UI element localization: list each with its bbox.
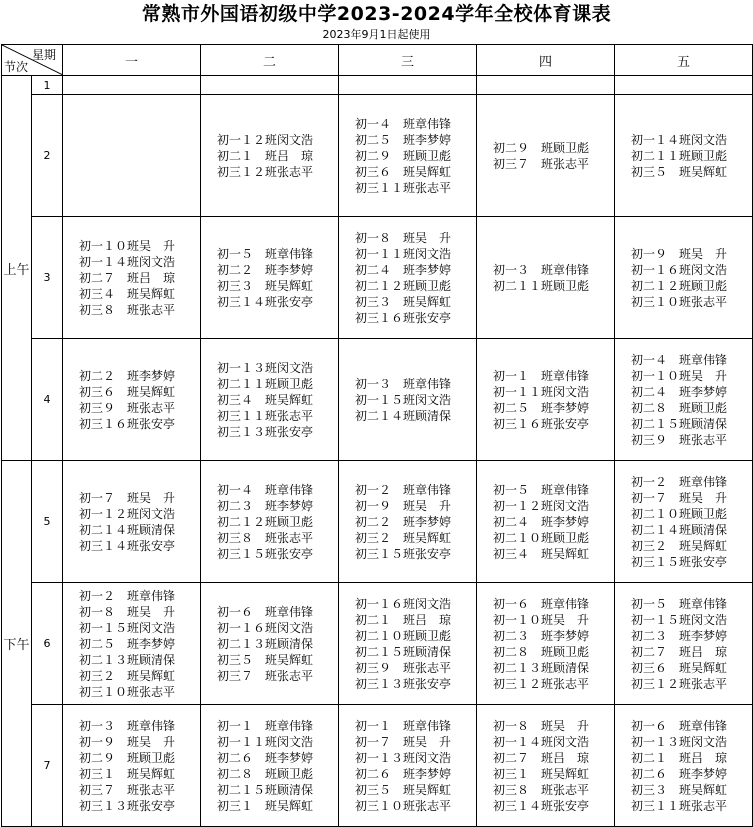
class-entry: 初二１５班顾清保 [217, 782, 314, 797]
class-entry: 初三１ 班吴辉虹 [79, 766, 176, 781]
cell-entries [615, 596, 752, 692]
class-entry: 初三８ 班张志平 [493, 782, 590, 797]
class-entry: 初三７ 班张志平 [79, 782, 176, 797]
period-number: 2 [32, 95, 63, 217]
schedule-cell [615, 461, 753, 583]
class-entry: 初二３ 班李梦婷 [493, 628, 590, 643]
period-number: 1 [32, 76, 63, 95]
class-entry: 初一８ 班吴 升 [355, 230, 452, 245]
schedule-cell [477, 461, 615, 583]
class-entry: 初三１４班张安亭 [79, 538, 176, 553]
schedule-cell [615, 583, 753, 705]
class-entry: 初三６ 班吴辉虹 [79, 384, 176, 399]
class-entry: 初一１１班闵文浩 [355, 246, 452, 261]
cell-entries [615, 474, 752, 570]
class-entry: 初一３ 班章伟锋 [493, 262, 590, 277]
class-entry: 初一１５班闵文浩 [355, 392, 452, 407]
morning-label: 上午 [2, 76, 32, 461]
class-entry: 初三１１班张志平 [217, 408, 314, 423]
class-entry: 初三３ 班吴辉虹 [217, 278, 314, 293]
period-row-1 [2, 76, 753, 95]
schedule-cell [339, 217, 477, 339]
class-entry: 初一１５班闵文浩 [631, 612, 728, 627]
cell-entries [615, 132, 752, 180]
class-entry: 初一１０班吴 升 [79, 238, 176, 253]
class-entry: 初一４ 班章伟锋 [631, 352, 728, 367]
corner-header [2, 45, 63, 76]
cell-entries [339, 116, 476, 196]
class-entry: 初一１０班吴 升 [631, 368, 728, 383]
schedule-cell [339, 583, 477, 705]
class-entry: 初二１０班顾卫彪 [355, 628, 452, 643]
page-title: 常熟市外国语初级中学2023-2024学年全校体育课表 [141, 3, 612, 25]
cell-entries [201, 360, 338, 440]
class-entry: 初三１１班张志平 [631, 798, 728, 813]
class-entry: 初一１３班闵文浩 [217, 360, 314, 375]
schedule-cell [339, 95, 477, 217]
class-entry: 初三７ 班张志平 [217, 668, 314, 683]
schedule-cell [63, 705, 201, 827]
class-entry: 初二５ 班李梦婷 [355, 132, 452, 147]
class-entry: 初二１４班顾清保 [355, 408, 452, 423]
class-entry: 初二５ 班李梦婷 [493, 400, 590, 415]
class-entry: 初三２ 班吴辉虹 [631, 538, 728, 553]
class-entry: 初一９ 班吴 升 [631, 246, 728, 261]
schedule-cell [63, 339, 201, 461]
class-entry: 初一８ 班吴 升 [493, 718, 590, 733]
class-entry: 初二１１班顾卫彪 [217, 376, 314, 391]
header-row [2, 45, 753, 76]
schedule-cell [339, 461, 477, 583]
class-entry: 初二７ 班吕 琼 [79, 270, 176, 285]
class-entry: 初二７ 班吕 琼 [631, 644, 728, 659]
schedule-cell [615, 339, 753, 461]
cell-entries [201, 604, 338, 684]
class-entry: 初三２ 班吴辉虹 [355, 530, 452, 545]
schedule-cell [63, 76, 201, 95]
class-entry: 初三１５班张安亭 [631, 554, 728, 569]
cell-entries [63, 718, 200, 814]
class-entry: 初二１３班顾清保 [217, 636, 314, 651]
class-entry: 初三１０班张志平 [355, 798, 452, 813]
class-entry: 初二３ 班李梦婷 [217, 498, 314, 513]
class-entry: 初二１ 班吕 琼 [631, 750, 728, 765]
cell-entries [615, 718, 752, 814]
class-entry: 初三６ 班吴辉虹 [355, 164, 452, 179]
day-header-thu: 四 [477, 45, 615, 76]
class-entry: 初三１６班张安亭 [493, 416, 590, 431]
class-entry: 初一１ 班章伟锋 [493, 368, 590, 383]
class-entry: 初一５ 班章伟锋 [631, 596, 728, 611]
schedule-cell [477, 217, 615, 339]
cell-entries [201, 482, 338, 562]
schedule-cell [201, 217, 339, 339]
class-entry: 初一４ 班章伟锋 [355, 116, 452, 131]
class-entry: 初三１６班张安亭 [79, 416, 176, 431]
class-entry: 初三１４班张安亭 [217, 294, 314, 309]
class-entry: 初三２ 班吴辉虹 [79, 668, 176, 683]
class-entry: 初一１２班闵文浩 [79, 506, 176, 521]
class-entry: 初二１ 班吕 琼 [217, 148, 314, 163]
class-entry: 初一８ 班吴 升 [79, 604, 176, 619]
class-entry: 初三１ 班吴辉虹 [217, 798, 314, 813]
period-label: 节次 [4, 60, 29, 74]
class-entry: 初一１６班闵文浩 [631, 262, 728, 277]
class-entry: 初二３ 班李梦婷 [631, 628, 728, 643]
period-row-3 [2, 217, 753, 339]
class-entry: 初二１３班顾清保 [493, 660, 590, 675]
cell-entries [477, 368, 614, 432]
cell-entries [477, 262, 614, 294]
class-entry: 初一２ 班章伟锋 [631, 474, 728, 489]
class-entry: 初二１０班顾卫彪 [631, 506, 728, 521]
schedule-cell [63, 217, 201, 339]
class-entry: 初一１４班闵文浩 [631, 132, 728, 147]
class-entry: 初二２ 班李梦婷 [355, 514, 452, 529]
class-entry: 初三１２班张志平 [493, 676, 590, 691]
class-entry: 初一２ 班章伟锋 [79, 588, 176, 603]
class-entry: 初二９ 班顾卫彪 [493, 140, 590, 155]
class-entry: 初二１４班顾清保 [631, 522, 728, 537]
schedule-table [1, 44, 753, 827]
class-entry: 初三３ 班吴辉虹 [631, 782, 728, 797]
day-header-wed: 三 [339, 45, 477, 76]
class-entry: 初一１２班闵文浩 [217, 132, 314, 147]
class-entry: 初二８ 班顾卫彪 [217, 766, 314, 781]
day-header-fri: 五 [615, 45, 753, 76]
class-entry: 初二４ 班李梦婷 [493, 514, 590, 529]
day-header-tue: 二 [201, 45, 339, 76]
class-entry: 初一１１班闵文浩 [217, 734, 314, 749]
class-entry: 初一１１班闵文浩 [493, 384, 590, 399]
class-entry: 初一３ 班章伟锋 [79, 718, 176, 733]
class-entry: 初一１６班闵文浩 [355, 596, 452, 611]
class-entry: 初三１１班张志平 [355, 180, 452, 195]
schedule-cell [615, 705, 753, 827]
cell-entries [615, 352, 752, 448]
cell-entries [615, 246, 752, 310]
class-entry: 初三３ 班吴辉虹 [355, 294, 452, 309]
period-row-5 [2, 461, 753, 583]
schedule-cell [201, 705, 339, 827]
cell-entries [201, 246, 338, 310]
class-entry: 初二４ 班李梦婷 [631, 384, 728, 399]
cell-entries [201, 132, 338, 180]
period-number: 3 [32, 217, 63, 339]
period-number: 5 [32, 461, 63, 583]
schedule-cell [63, 583, 201, 705]
class-entry: 初三１２班张志平 [631, 676, 728, 691]
schedule-cell [615, 217, 753, 339]
period-number: 4 [32, 339, 63, 461]
cell-entries [339, 230, 476, 326]
class-entry: 初二１１班顾卫彪 [493, 278, 590, 293]
class-entry: 初三１２班张志平 [217, 164, 314, 179]
class-entry: 初三１３班张安亭 [79, 798, 176, 813]
class-entry: 初一３ 班章伟锋 [355, 376, 452, 391]
cell-entries [339, 718, 476, 814]
class-entry: 初三９ 班张志平 [355, 660, 452, 675]
class-entry: 初一１３班闵文浩 [355, 750, 452, 765]
schedule-cell [477, 583, 615, 705]
class-entry: 初一１４班闵文浩 [493, 734, 590, 749]
class-entry: 初二１１班顾卫彪 [631, 148, 728, 163]
class-entry: 初一５ 班章伟锋 [493, 482, 590, 497]
class-entry: 初二１５班顾清保 [355, 644, 452, 659]
period-number: 6 [32, 583, 63, 705]
class-entry: 初三４ 班吴辉虹 [217, 392, 314, 407]
afternoon-label: 下午 [2, 461, 32, 827]
class-entry: 初二５ 班李梦婷 [79, 636, 176, 651]
class-entry: 初三８ 班张志平 [217, 530, 314, 545]
class-entry: 初二１４班顾清保 [79, 522, 176, 537]
class-entry: 初一７ 班吴 升 [631, 490, 728, 505]
class-entry: 初三７ 班张志平 [493, 156, 590, 171]
class-entry: 初一１３班闵文浩 [631, 734, 728, 749]
class-entry: 初一１４班闵文浩 [79, 254, 176, 269]
class-entry: 初三１３班张安亭 [217, 424, 314, 439]
class-entry: 初三１５班张安亭 [355, 546, 452, 561]
class-entry: 初三８ 班张志平 [79, 302, 176, 317]
schedule-cell [63, 461, 201, 583]
week-label: 星期 [31, 48, 56, 62]
class-entry: 初三５ 班吴辉虹 [631, 164, 728, 179]
class-entry: 初三１ 班吴辉虹 [493, 766, 590, 781]
schedule-cell [615, 95, 753, 217]
class-entry: 初三１０班张志平 [79, 684, 176, 699]
schedule-cell [201, 461, 339, 583]
class-entry: 初二６ 班李梦婷 [355, 766, 452, 781]
period-row-2 [2, 95, 753, 217]
class-entry: 初三９ 班张志平 [631, 432, 728, 447]
cell-entries [477, 140, 614, 172]
class-entry: 初三６ 班吴辉虹 [631, 660, 728, 675]
schedule-cell [477, 339, 615, 461]
class-entry: 初二６ 班李梦婷 [217, 750, 314, 765]
cell-entries [63, 490, 200, 554]
class-entry: 初二８ 班顾卫彪 [493, 644, 590, 659]
schedule-cell [477, 76, 615, 95]
class-entry: 初二１２班顾卫彪 [631, 278, 728, 293]
class-entry: 初三９ 班张志平 [79, 400, 176, 415]
class-entry: 初一９ 班吴 升 [79, 734, 176, 749]
schedule-cell [339, 76, 477, 95]
class-entry: 初二１ 班吕 琼 [355, 612, 452, 627]
class-entry: 初一１２班闵文浩 [493, 498, 590, 513]
period-row-7 [2, 705, 753, 827]
class-entry: 初一１０班吴 升 [493, 612, 590, 627]
schedule-cell [63, 95, 201, 217]
cell-entries [339, 596, 476, 692]
cell-entries [477, 482, 614, 562]
class-entry: 初二２ 班李梦婷 [79, 368, 176, 383]
class-entry: 初一１ 班章伟锋 [355, 718, 452, 733]
class-entry: 初二１５班顾清保 [631, 416, 728, 431]
day-header-mon: 一 [63, 45, 201, 76]
schedule-cell [201, 76, 339, 95]
class-entry: 初一９ 班吴 升 [355, 498, 452, 513]
class-entry: 初三５ 班吴辉虹 [355, 782, 452, 797]
period-number: 7 [32, 705, 63, 827]
class-entry: 初一４ 班章伟锋 [217, 482, 314, 497]
class-entry: 初一１ 班章伟锋 [217, 718, 314, 733]
cell-entries [63, 368, 200, 432]
class-entry: 初一７ 班吴 升 [355, 734, 452, 749]
cell-entries [477, 718, 614, 814]
class-entry: 初一６ 班章伟锋 [217, 604, 314, 619]
class-entry: 初二１３班顾清保 [79, 652, 176, 667]
class-entry: 初三１３班张安亭 [355, 676, 452, 691]
class-entry: 初一６ 班章伟锋 [631, 718, 728, 733]
class-entry: 初二６ 班李梦婷 [631, 766, 728, 781]
class-entry: 初二１０班顾卫彪 [493, 530, 590, 545]
schedule-cell [339, 705, 477, 827]
schedule-cell [477, 705, 615, 827]
effective-date: 2023年9月1日起使用 [322, 28, 431, 41]
class-entry: 初一２ 班章伟锋 [355, 482, 452, 497]
cell-entries [201, 718, 338, 814]
class-entry: 初二８ 班顾卫彪 [631, 400, 728, 415]
class-entry: 初一１６班闵文浩 [217, 620, 314, 635]
schedule-cell [201, 583, 339, 705]
class-entry: 初三４ 班吴辉虹 [493, 546, 590, 561]
class-entry: 初一１５班闵文浩 [79, 620, 176, 635]
schedule-cell [339, 339, 477, 461]
class-entry: 初三４ 班吴辉虹 [79, 286, 176, 301]
class-entry: 初三５ 班吴辉虹 [217, 652, 314, 667]
schedule-cell [615, 76, 753, 95]
class-entry: 初三１０班张志平 [631, 294, 728, 309]
class-entry: 初二１２班顾卫彪 [217, 514, 314, 529]
cell-entries [339, 482, 476, 562]
schedule-cell [201, 95, 339, 217]
cell-entries [477, 596, 614, 692]
schedule-cell [201, 339, 339, 461]
class-entry: 初二９ 班顾卫彪 [355, 148, 452, 163]
cell-entries [339, 376, 476, 424]
class-entry: 初二２ 班李梦婷 [217, 262, 314, 277]
period-row-4 [2, 339, 753, 461]
class-entry: 初三１４班张安亭 [493, 798, 590, 813]
class-entry: 初三１６班张安亭 [355, 310, 452, 325]
schedule-cell [477, 95, 615, 217]
class-entry: 初二９ 班顾卫彪 [79, 750, 176, 765]
class-entry: 初二４ 班李梦婷 [355, 262, 452, 277]
class-entry: 初一６ 班章伟锋 [493, 596, 590, 611]
class-entry: 初三１５班张安亭 [217, 546, 314, 561]
class-entry: 初二７ 班吕 琼 [493, 750, 590, 765]
cell-entries [63, 588, 200, 700]
cell-entries [63, 238, 200, 318]
class-entry: 初一７ 班吴 升 [79, 490, 176, 505]
period-row-6 [2, 583, 753, 705]
class-entry: 初二１２班顾卫彪 [355, 278, 452, 293]
class-entry: 初一５ 班章伟锋 [217, 246, 314, 261]
